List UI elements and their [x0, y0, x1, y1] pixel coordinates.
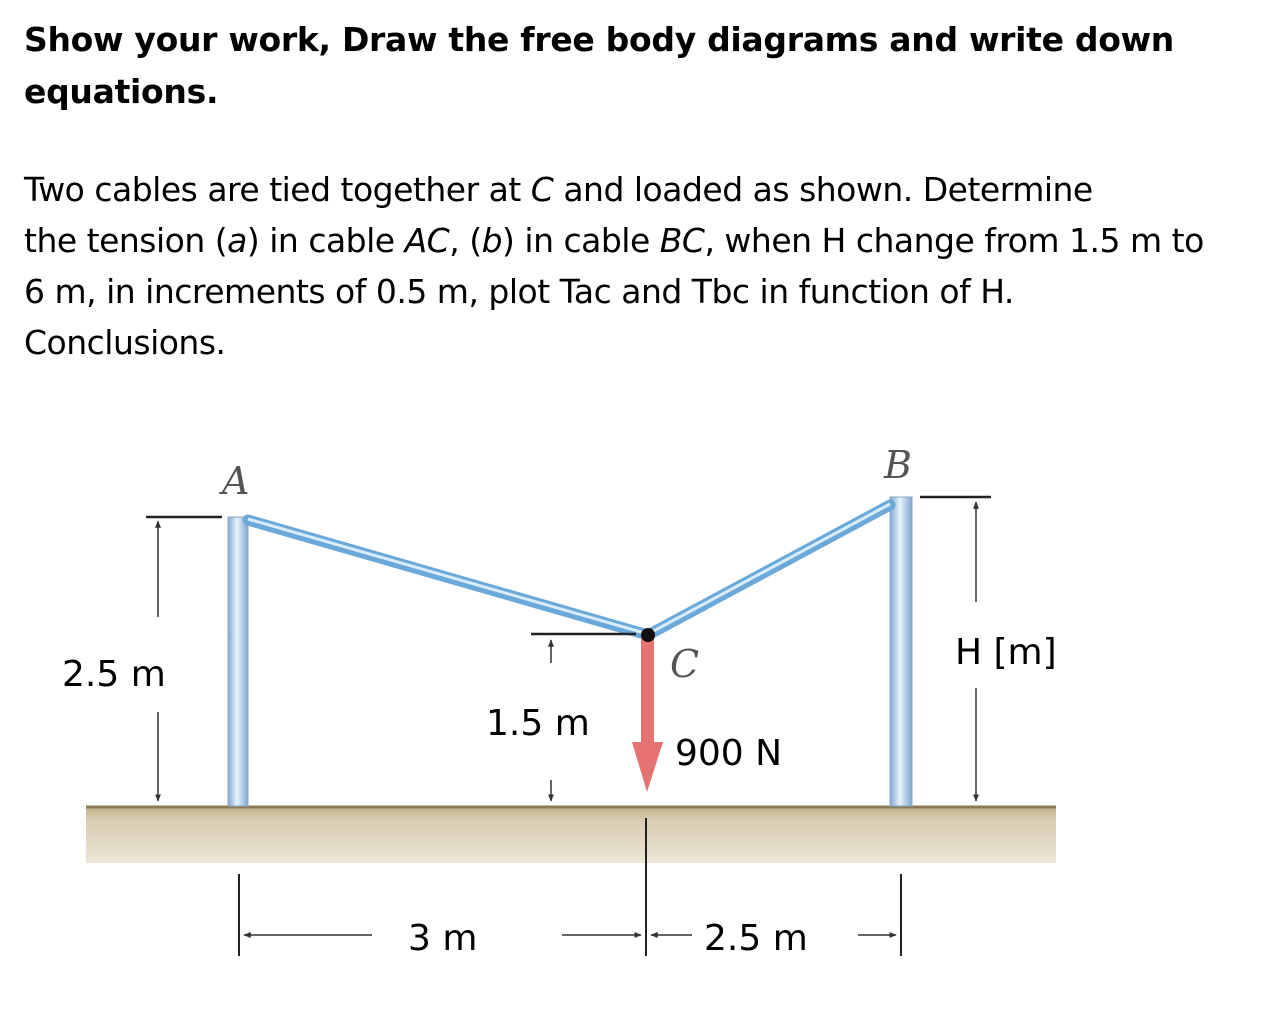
problem-line-1: Two cables are tied together at C and loaded as shown. Determine: [24, 170, 1093, 209]
problem-line-3: 6 m, in increments of 0.5 m, plot Tac and Tbc in function of H.: [24, 272, 1014, 311]
load-label: 900 N: [675, 733, 783, 774]
point-a-label: A: [222, 459, 250, 503]
dim-c-height-label: 1.5 m: [486, 703, 590, 744]
load-arrow-shaft: [641, 638, 654, 748]
heading-line-2: equations.: [24, 72, 219, 111]
node-c: [641, 628, 655, 642]
point-c-label: C: [670, 642, 700, 686]
dim-span-right-label: 2.5 m: [704, 918, 808, 959]
dim-right-height-label: H [m]: [955, 632, 1057, 673]
dim-span-left-label: 3 m: [408, 918, 478, 959]
post-a: [228, 517, 248, 806]
load-arrow-head: [632, 742, 663, 792]
point-b-label: B: [884, 443, 912, 487]
problem-line-4: Conclusions.: [24, 323, 226, 362]
cable-ac-highlight: [248, 519, 648, 634]
dim-left-height-label: 2.5 m: [62, 654, 166, 695]
cable-bc-highlight: [648, 504, 890, 634]
post-b: [890, 497, 912, 806]
heading-line-1: Show your work, Draw the free body diagrams and write down: [24, 20, 1174, 59]
ground: [86, 806, 1056, 863]
problem-line-2: the tension (a) in cable AC, (b) in cable BC, when H change from 1.5 m to: [24, 221, 1204, 260]
